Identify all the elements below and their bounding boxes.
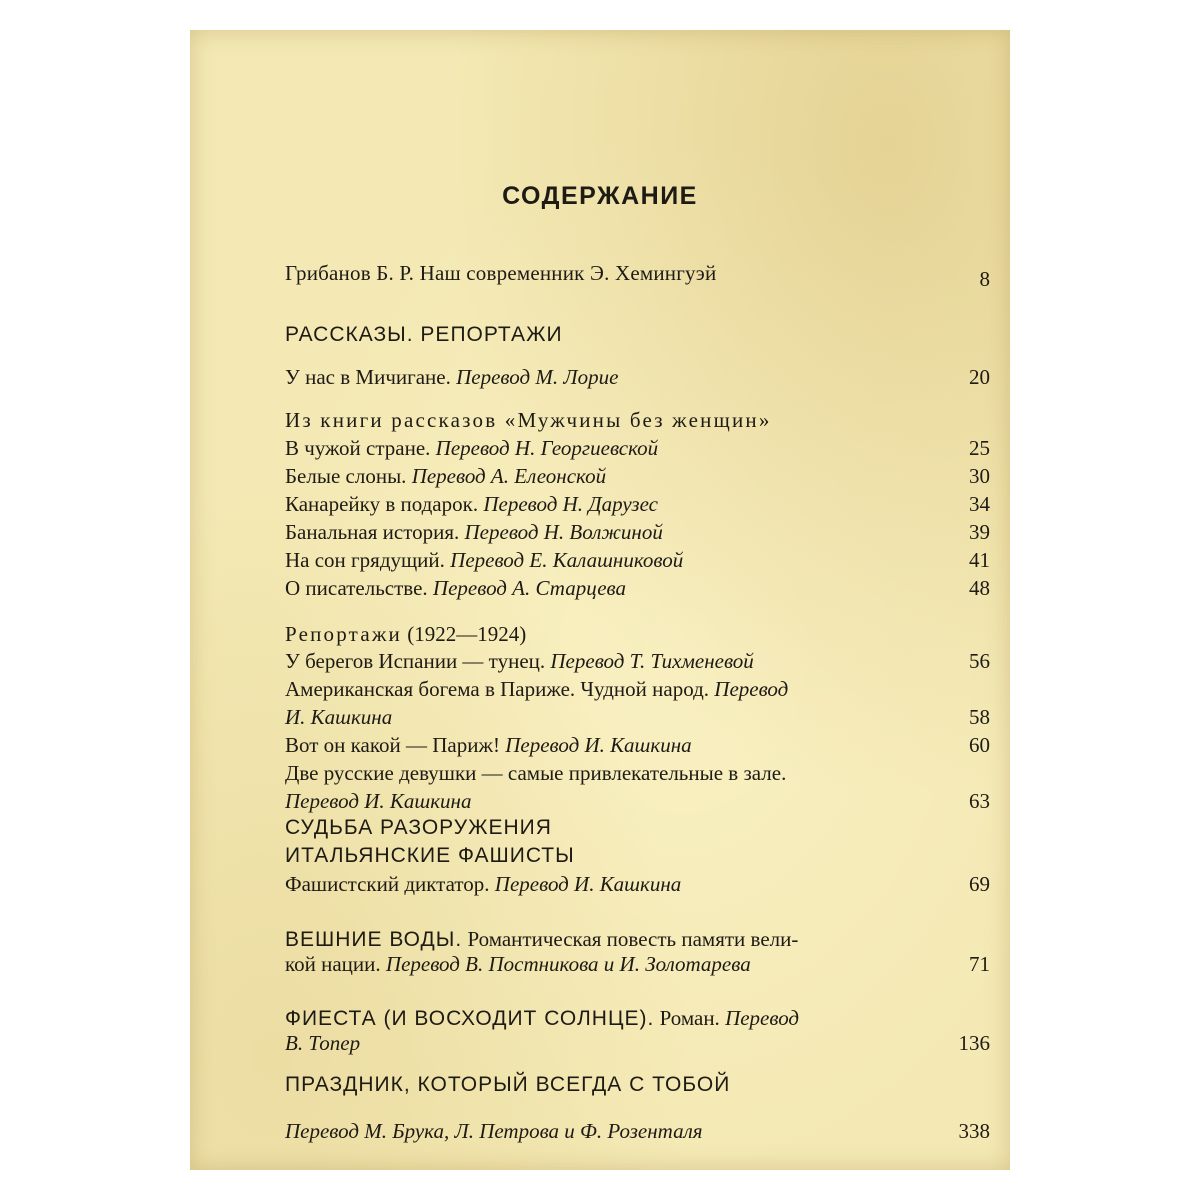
entry-page: 338 (958, 1119, 990, 1143)
heading-feast: ПРАЗДНИК, КОТОРЫЙ ВСЕГДА С ТОБОЙ (285, 1073, 731, 1096)
entry-title: Фашистский диктатор. (285, 872, 490, 896)
entry-translator: Перевод Т. Тихменевой (550, 649, 754, 673)
toc-entry-bohemia (285, 676, 930, 702)
entry-translator: Перевод В. Постникова и И. Золотарева (385, 952, 751, 976)
entry-page: 136 (958, 1031, 990, 1055)
subsection-men-without-women: Из книги рассказов «Мужчины без женщин» (285, 408, 772, 432)
entry-title: Американская богема в Париже. Чудной народ. (285, 677, 710, 701)
entry-translator: Перевод Н. Георгиевской (435, 436, 659, 460)
entry-title: На сон грядущий. (285, 548, 445, 572)
heading-disarmament: СУДЬБА РАЗОРУЖЕНИЯ (285, 816, 552, 839)
toc-entry-michigan (285, 364, 930, 390)
entry-page: 25 (969, 436, 990, 460)
toc-entry (285, 435, 930, 461)
toc-entry-girls (285, 760, 930, 786)
entry-title: О писательстве. (285, 576, 428, 600)
entry-translator: Перевод (725, 1006, 800, 1030)
toc-entry-torrents-cont (285, 951, 930, 977)
entry-translator: Перевод А. Старцева (432, 576, 627, 600)
entry-page: 30 (969, 464, 990, 488)
toc-entry-torrents (285, 926, 930, 953)
intro-entry (285, 260, 930, 286)
entry-translator-cont: И. Кашкина (285, 705, 393, 729)
page-title: СОДЕРЖАНИЕ (502, 182, 698, 210)
entry-page: 20 (969, 365, 990, 389)
toc-entry-paris (285, 732, 930, 758)
entry-title: Белые слоны. (285, 464, 407, 488)
entry-heading: ФИЕСТА (И ВОСХОДИТ СОЛНЦЕ). (285, 1007, 655, 1030)
entry-page: 69 (969, 872, 990, 896)
toc-entry-spain (285, 648, 930, 674)
entry-title: Канарейку в подарок. (285, 492, 479, 516)
subsection-reports (285, 621, 930, 647)
reports-years: (1922—1924) (407, 622, 527, 646)
entry-page: 60 (969, 733, 990, 757)
entry-subtitle: Романтическая повесть памяти вели- (467, 927, 799, 951)
toc-entry (285, 575, 930, 601)
entry-translator: Перевод (714, 677, 789, 701)
entry-heading: ВЕШНИЕ ВОДЫ. (285, 928, 463, 951)
toc-entry (285, 547, 930, 573)
entry-page: 48 (969, 576, 990, 600)
entry-page: 34 (969, 492, 990, 516)
section-stories-reports: РАССКАЗЫ. РЕПОРТАЖИ (285, 323, 563, 346)
entry-translator: Перевод Н. Дарузес (483, 492, 658, 516)
entry-translator: Перевод М. Лорие (456, 365, 619, 389)
toc-entry-dictator (285, 871, 930, 897)
entry-title: У берегов Испании — тунец. (285, 649, 546, 673)
toc-entry-fiesta (285, 1005, 930, 1032)
entry-title: Две русские девушки — самые привлекательные в зале. (285, 761, 787, 785)
entry-page: 39 (969, 520, 990, 544)
entry-page: 41 (969, 548, 990, 572)
entry-translator: Перевод Н. Волжиной (464, 520, 663, 544)
reports-heading: Репортажи (285, 622, 402, 646)
entry-page: 58 (969, 705, 990, 729)
entry-translator: Перевод А. Елеонской (411, 464, 607, 488)
entry-genre: Роман. (659, 1006, 720, 1030)
intro-page: 8 (979, 267, 990, 291)
entry-translator-cont: В. Топер (285, 1031, 361, 1055)
entry-translator: Перевод И. Кашкина (494, 872, 682, 896)
entry-translator: Перевод М. Брука, Л. Петрова и Ф. Розенталя (285, 1119, 703, 1143)
entry-page: 63 (969, 789, 990, 813)
entry-translator: Перевод Е. Калашниковой (450, 548, 684, 572)
toc-entry (285, 519, 930, 545)
heading-fascists: ИТАЛЬЯНСКИЕ ФАШИСТЫ (285, 844, 575, 867)
entry-title: Вот он какой — Париж! (285, 733, 500, 757)
intro-text: Грибанов Б. Р. Наш современник Э. Хемингуэй (285, 261, 717, 285)
entry-page: 56 (969, 649, 990, 673)
entry-title: Банальная история. (285, 520, 460, 544)
entry-subtitle-cont: кой нации. (285, 952, 381, 976)
entry-translator: Перевод И. Кашкина (505, 733, 692, 757)
toc-entry (285, 491, 930, 517)
toc-entry (285, 463, 930, 489)
entry-title: В чужой стране. (285, 436, 431, 460)
entry-page: 71 (969, 952, 990, 976)
entry-title: У нас в Мичигане. (285, 365, 451, 389)
entry-translator: Перевод И. Кашкина (285, 789, 472, 813)
